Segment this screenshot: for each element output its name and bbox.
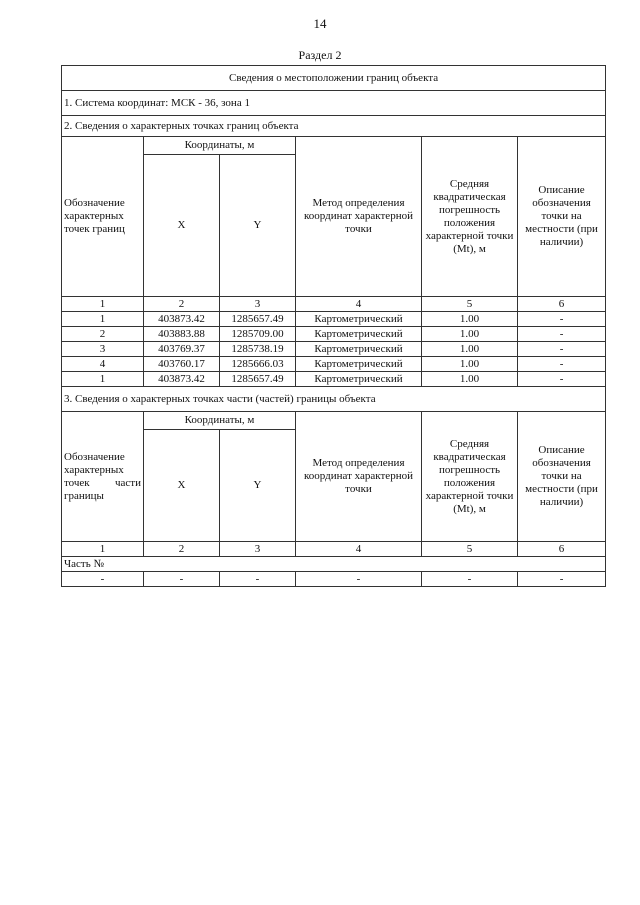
col-number: 5 (422, 542, 518, 557)
page-number: 14 (313, 16, 327, 31)
table-row (62, 372, 606, 387)
block3-heading: 3. Сведения о характерных точках части (частей) границы объекта (62, 387, 606, 412)
block2-col-coords: Координаты, м (144, 137, 296, 155)
point-number: 3 (62, 342, 144, 357)
method: Картометрический (296, 357, 422, 372)
col-number: 5 (422, 297, 518, 312)
block2-heading: 2. Сведения о характерных точках границ объекта (62, 116, 606, 137)
coordinate-system: 1. Система координат: МСК - 36, зона 1 (62, 91, 606, 116)
block3-col-x: X (144, 430, 220, 542)
point-number: - (62, 572, 144, 587)
error: 1.00 (422, 312, 518, 327)
coord-y: 1285657.49 (220, 372, 296, 387)
error: 1.00 (422, 372, 518, 387)
block3-col-coords: Координаты, м (144, 412, 296, 430)
block3-col-y: Y (220, 430, 296, 542)
coord-x: 403760.17 (144, 357, 220, 372)
block2-col-error: Средняя квадратическая погрешность положения характерной точки (Mt), м (422, 137, 518, 297)
method: Картометрический (296, 312, 422, 327)
block2-col-designation: Обозначение характерных точек границ (62, 137, 144, 297)
method: Картометрический (296, 342, 422, 357)
method: Картометрический (296, 327, 422, 342)
error: 1.00 (422, 342, 518, 357)
point-number: 1 (62, 372, 144, 387)
block3-column-numbers (62, 542, 606, 557)
col-number: 2 (144, 542, 220, 557)
col-number: 6 (518, 542, 606, 557)
description: - (518, 327, 606, 342)
coord-x: 403873.42 (144, 372, 220, 387)
error: 1.00 (422, 357, 518, 372)
col-number: 1 (62, 297, 144, 312)
table-row (62, 312, 606, 327)
description: - (518, 312, 606, 327)
method: Картометрический (296, 372, 422, 387)
boundary-table (61, 65, 606, 587)
table-row (62, 327, 606, 342)
part-label: Часть № (62, 557, 606, 572)
col-number: 1 (62, 542, 144, 557)
coord-y: 1285657.49 (220, 312, 296, 327)
section-label: Раздел 2 (298, 48, 342, 62)
coord-x: 403873.42 (144, 312, 220, 327)
table-row (62, 357, 606, 372)
coord-x: 403883.88 (144, 327, 220, 342)
block3-col-description: Описание обозначения точки на местности (при наличии) (518, 412, 606, 542)
col-number: 4 (296, 297, 422, 312)
error: - (422, 572, 518, 587)
coord-y: - (220, 572, 296, 587)
coord-x: 403769.37 (144, 342, 220, 357)
col-number: 4 (296, 542, 422, 557)
point-number: 2 (62, 327, 144, 342)
block3-col-designation: Обозначение характерных точек части границы (62, 412, 144, 542)
coord-y: 1285738.19 (220, 342, 296, 357)
col-number: 2 (144, 297, 220, 312)
block2-col-method: Метод определения координат характерной точки (296, 137, 422, 297)
coord-y: 1285709.00 (220, 327, 296, 342)
point-number: 4 (62, 357, 144, 372)
error: 1.00 (422, 327, 518, 342)
col-number: 6 (518, 297, 606, 312)
description: - (518, 342, 606, 357)
table-title: Сведения о местоположении границ объекта (62, 66, 606, 91)
point-number: 1 (62, 312, 144, 327)
description: - (518, 572, 606, 587)
description: - (518, 372, 606, 387)
table-row (62, 342, 606, 357)
table-row (62, 572, 606, 587)
block2-column-numbers (62, 297, 606, 312)
col-number: 3 (220, 297, 296, 312)
coord-x: - (144, 572, 220, 587)
block2-col-y: Y (220, 155, 296, 297)
block3-col-error: Средняя квадратическая погрешность положения характерной точки (Mt), м (422, 412, 518, 542)
coord-y: 1285666.03 (220, 357, 296, 372)
description: - (518, 357, 606, 372)
block2-col-x: X (144, 155, 220, 297)
method: - (296, 572, 422, 587)
block2-col-description: Описание обозначения точки на местности (при наличии) (518, 137, 606, 297)
col-number: 3 (220, 542, 296, 557)
block3-col-method: Метод определения координат характерной точки (296, 412, 422, 542)
